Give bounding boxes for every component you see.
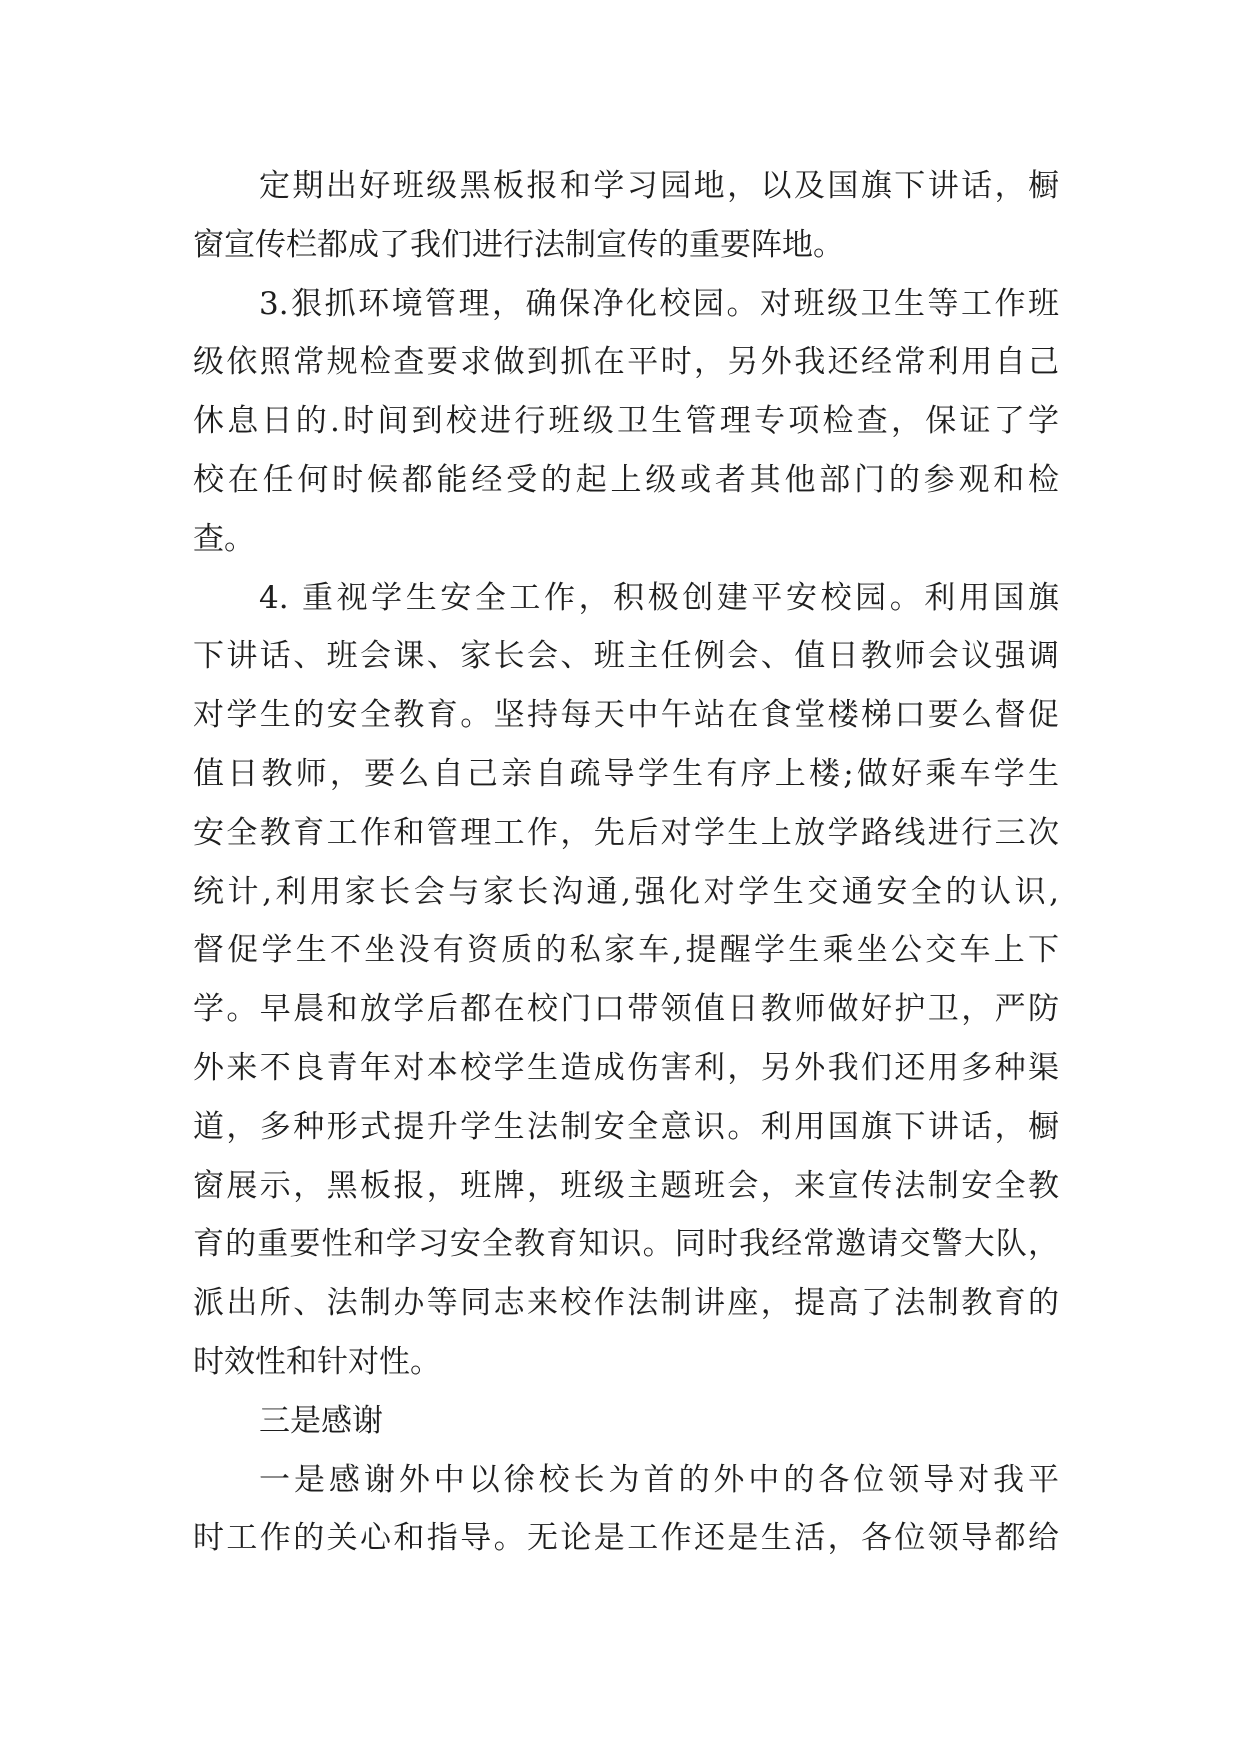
text-line: 派出所、法制办等同志来校作法制讲座，提高了法制教育的 xyxy=(193,1285,1059,1322)
body-text xyxy=(193,157,1059,1568)
text-line: 外来不良青年对本校学生造成伤害利，另外我们还用多种渠 xyxy=(193,1049,1059,1086)
text-line: 督促学生不坐没有资质的私家车,提醒学生乘坐公交车上下 xyxy=(193,932,1059,969)
paragraph-publicity xyxy=(193,157,1059,275)
section-heading-thanks xyxy=(193,1392,1059,1451)
text-line: 下讲话、班会课、家长会、班主任例会、值日教师会议强调 xyxy=(193,638,1059,675)
text-line: 学。早晨和放学后都在校门口带领值日教师做好护卫，严防 xyxy=(193,991,1059,1028)
text-line: 道，多种形式提升学生法制安全意识。利用国旗下讲话，橱 xyxy=(193,1108,1059,1145)
text-line: 校在任何时候都能经受的起上级或者其他部门的参观和检 xyxy=(193,461,1059,498)
text-line: 3.狠抓环境管理，确保净化校园。对班级卫生等工作班 xyxy=(259,285,1059,322)
text-line: 时效性和针对性。 xyxy=(193,1343,441,1380)
text-line: 一是感谢外中以徐校长为首的外中的各位领导对我平 xyxy=(259,1461,1059,1498)
text-line: 安全教育工作和管理工作，先后对学生上放学路线进行三次 xyxy=(193,814,1059,851)
text-line: 4. 重视学生安全工作，积极创建平安校园。利用国旗 xyxy=(259,579,1059,616)
text-line: 窗展示，黑板报，班牌，班级主题班会，来宣传法制安全教 xyxy=(193,1167,1059,1204)
text-line: 值日教师，要么自己亲自疏导学生有序上楼;做好乘车学生 xyxy=(193,755,1059,792)
paragraph-thanks-leaders xyxy=(193,1451,1059,1569)
text-line: 育的重要性和学习安全教育知识。同时我经常邀请交警大队， xyxy=(193,1226,1059,1263)
text-line: 休息日的.时间到校进行班级卫生管理专项检查，保证了学 xyxy=(193,403,1059,440)
text-line: 级依照常规检查要求做到抓在平时，另外我还经常利用自己 xyxy=(193,344,1059,381)
text-line: 定期出好班级黑板报和学习园地，以及国旗下讲话，橱 xyxy=(259,168,1059,204)
paragraph-safety-work xyxy=(193,569,1059,1392)
text-line: 时工作的关心和指导。无论是工作还是生活，各位领导都给 xyxy=(193,1520,1059,1557)
text-line: 统计,利用家长会与家长沟通,强化对学生交通安全的认识, xyxy=(193,873,1059,910)
paragraph-environment-management xyxy=(193,275,1059,569)
text-line: 窗宣传栏都成了我们进行法制宣传的重要阵地。 xyxy=(193,226,844,263)
section-heading: 三是感谢 xyxy=(259,1402,383,1439)
text-line: 对学生的安全教育。坚持每天中午站在食堂楼梯口要么督促 xyxy=(193,697,1059,734)
text-line: 查。 xyxy=(193,520,255,557)
